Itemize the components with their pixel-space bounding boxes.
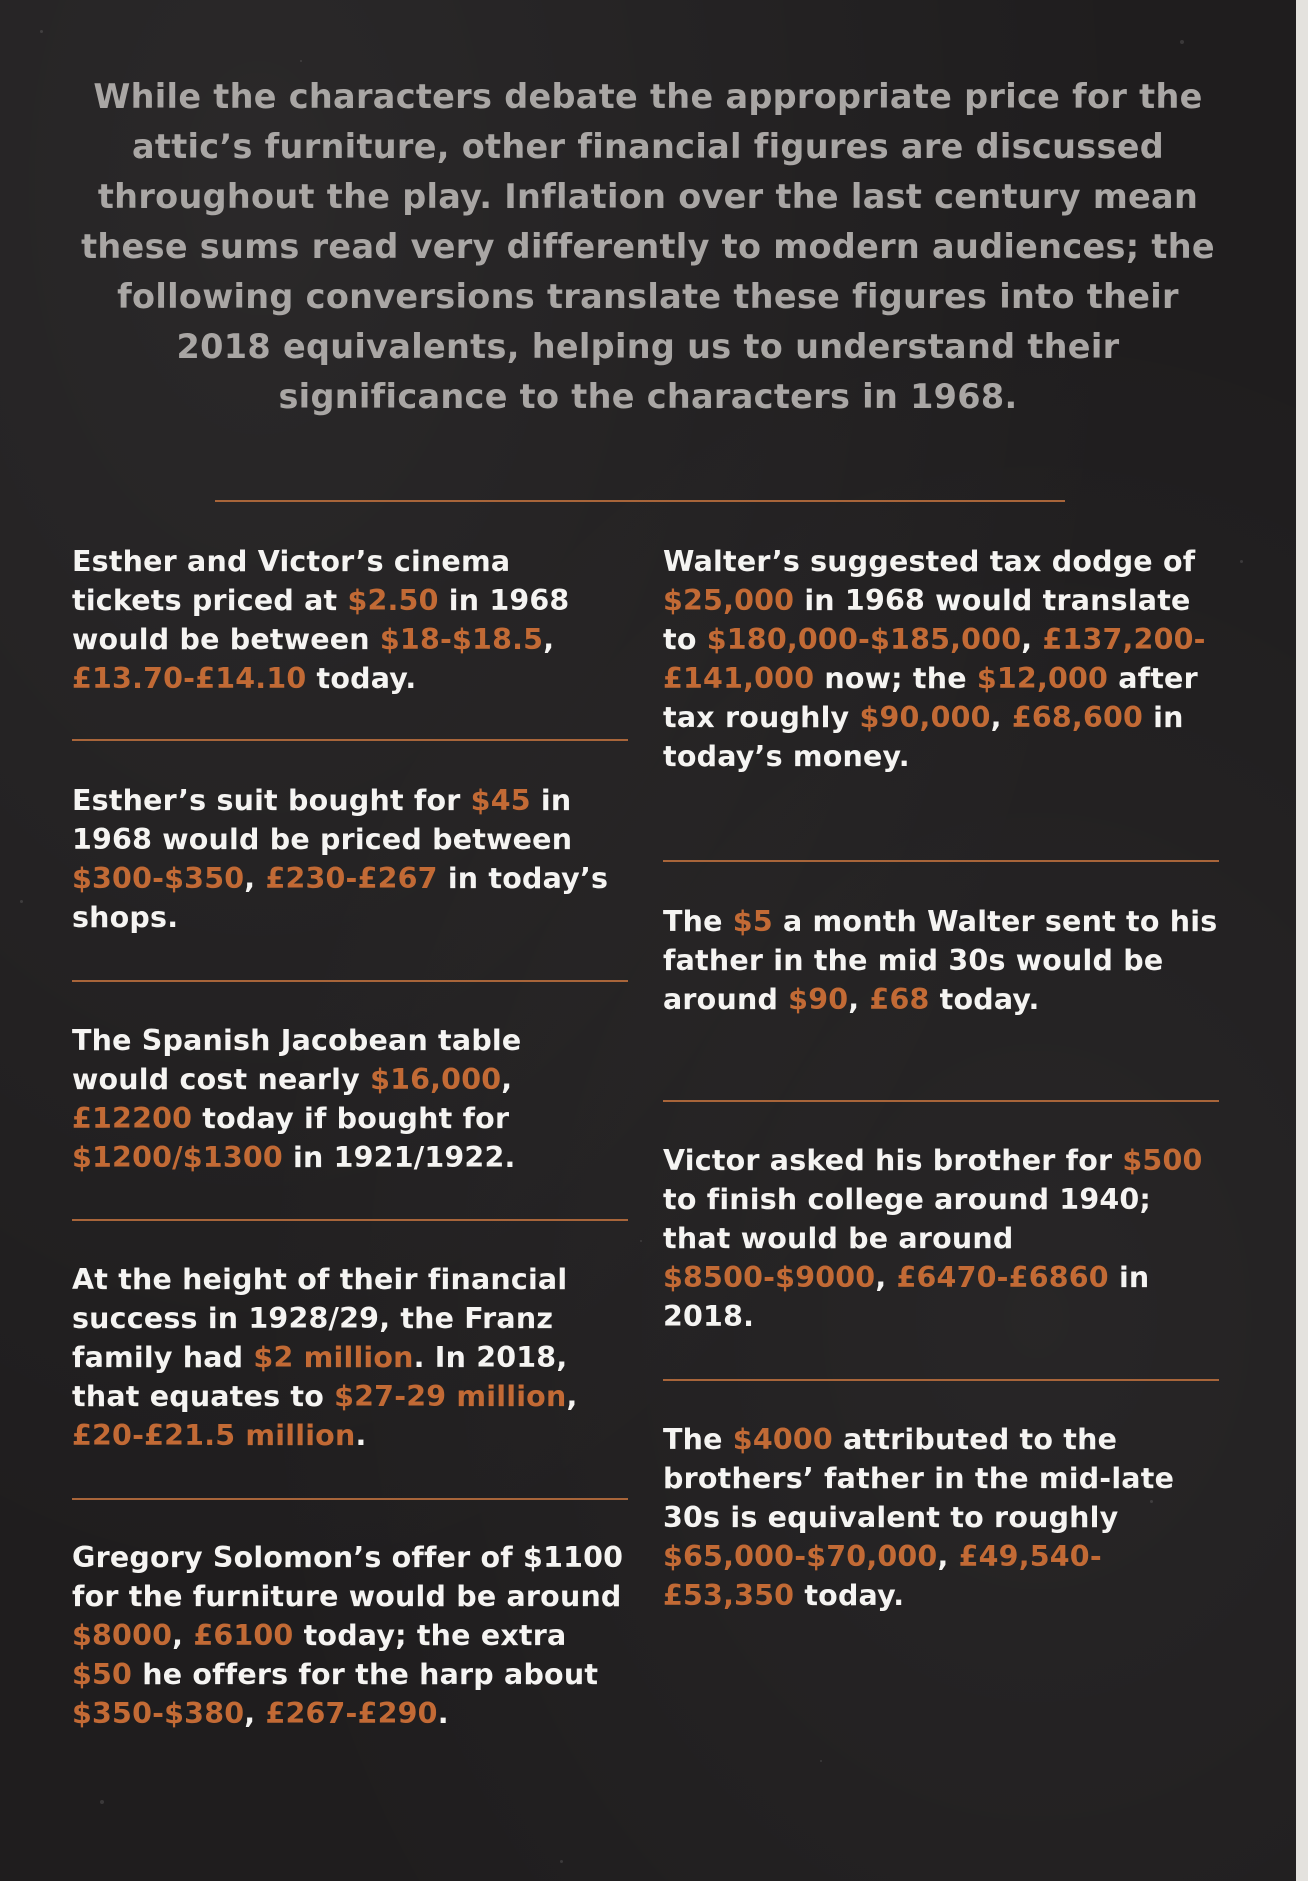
entry-divider <box>663 1100 1219 1102</box>
entry-text: , <box>501 1063 513 1096</box>
entry-text: he offers for the harp about <box>132 1658 599 1691</box>
entry-text: in 1968 would translate to <box>663 584 1191 656</box>
entry-text: in 2018. <box>663 1261 1150 1333</box>
conversion-entry <box>72 781 628 937</box>
entry-divider <box>663 1379 1219 1381</box>
price-figure: £12200 <box>72 1102 193 1135</box>
entry-text: , <box>848 983 870 1016</box>
entry-text: Esther’s suit bought for <box>72 784 471 817</box>
intro-divider <box>215 500 1065 502</box>
price-figure: $2 million <box>253 1341 414 1374</box>
price-figure: £49,540-£53,350 <box>663 1540 1102 1612</box>
conversion-entry <box>663 542 1223 776</box>
entry-text: The <box>663 905 733 938</box>
price-figure: £137,200-£141,000 <box>663 623 1206 695</box>
entry-text: . <box>355 1419 367 1452</box>
entry-text: in 1968 would be between <box>72 584 570 656</box>
conversion-entry <box>72 1260 628 1455</box>
price-figure: $180,000-$185,000 <box>706 623 1022 656</box>
price-figure: £68,600 <box>1011 701 1144 734</box>
entry-text: attributed to the brothers’ father in the mid-late 30s is equivalent to roughly <box>663 1423 1175 1534</box>
entry-divider <box>72 980 628 982</box>
price-figure: $12,000 <box>976 662 1109 695</box>
entry-text: in today’s money. <box>663 701 1184 773</box>
entry-text: , <box>244 1697 266 1730</box>
price-figure: $500 <box>1122 1144 1203 1177</box>
entry-text: today. <box>929 983 1040 1016</box>
entry-text: The Spanish Jacobean table would cost nearly <box>72 1024 522 1096</box>
price-figure: $4000 <box>732 1423 833 1456</box>
price-figure: $50 <box>72 1658 133 1691</box>
conversion-entry <box>663 1141 1223 1336</box>
entry-text: , <box>543 623 555 656</box>
price-figure: $65,000-$70,000 <box>663 1540 938 1573</box>
price-figure: £20-£21.5 million <box>72 1419 356 1452</box>
price-figure: £13.70-£14.10 <box>72 662 307 695</box>
entry-text: after tax roughly <box>663 662 1198 734</box>
price-figure: $300-$350 <box>72 862 245 895</box>
conversion-entry <box>663 1420 1223 1615</box>
price-figure: $90,000 <box>859 701 991 734</box>
conversion-entry <box>663 902 1223 1019</box>
entry-text: . In 2018, that equates to <box>72 1341 568 1413</box>
price-figure: $2.50 <box>347 584 439 617</box>
conversion-entry <box>72 542 628 698</box>
entry-text: At the height of their financial success in 1928/29, the Franz family had <box>72 1263 568 1374</box>
conversion-entry <box>72 1538 628 1733</box>
entry-text: , <box>875 1261 897 1294</box>
intro-paragraph: While the characters debate the appropriate price for the attic’s furniture, other financial figures are discussed throughout the play. Inflation over the last century mean these sums read very differently to modern audiences; the following conversions translate these figures into their 2018 equivalents, helping us to understand their significance to the characters in 1968. <box>81 77 1215 416</box>
entry-text: , <box>1021 623 1043 656</box>
price-figure: $8000 <box>72 1619 173 1652</box>
entry-text: , <box>172 1619 194 1652</box>
price-figure: £68 <box>869 983 930 1016</box>
entry-text: Esther and Victor’s cinema tickets priced at <box>72 545 511 617</box>
entry-text: Gregory Solomon’s offer of $1100 for the furniture would be around <box>72 1541 624 1613</box>
price-figure: $350-$380 <box>72 1697 245 1730</box>
entry-text: in 1968 would be priced between <box>72 784 573 856</box>
entry-divider <box>72 1219 628 1221</box>
price-figure: $8500-$9000 <box>663 1261 876 1294</box>
entry-text: , <box>566 1380 578 1413</box>
price-figure: $18-$18.5 <box>379 623 544 656</box>
entry-text: today if bought for <box>192 1102 510 1135</box>
entry-text: . <box>437 1697 449 1730</box>
entry-text: a month Walter sent to his father in the mid 30s would be around <box>663 905 1218 1016</box>
price-figure: £267-£290 <box>265 1697 438 1730</box>
entry-divider <box>72 1498 628 1500</box>
entry-text: in today’s shops. <box>72 862 609 934</box>
entry-text: in 1921/1922. <box>282 1141 516 1174</box>
price-figure: £6100 <box>193 1619 294 1652</box>
entry-text: Walter’s suggested tax dodge of <box>663 545 1196 578</box>
entry-divider <box>72 739 628 741</box>
price-figure: $27-29 million <box>334 1380 567 1413</box>
price-figure: $25,000 <box>663 584 795 617</box>
price-figure: $1200/$1300 <box>72 1141 283 1174</box>
entry-text: , <box>990 701 1012 734</box>
entry-text: now; the <box>814 662 977 695</box>
price-figure: $90 <box>788 983 849 1016</box>
entry-text: today. <box>794 1579 905 1612</box>
entry-text: The <box>663 1423 733 1456</box>
price-figure: $45 <box>470 784 531 817</box>
conversion-entry <box>72 1021 628 1177</box>
price-figure: £6470-£6860 <box>896 1261 1109 1294</box>
entry-divider <box>663 860 1219 862</box>
entry-text: today. <box>306 662 417 695</box>
entry-text: , <box>244 862 266 895</box>
entry-text: , <box>937 1540 959 1573</box>
entry-text: today; the extra <box>293 1619 567 1652</box>
entry-text: Victor asked his brother for <box>663 1144 1123 1177</box>
price-figure: $5 <box>732 905 773 938</box>
entry-text: to finish college around 1940; that would be around <box>663 1183 1152 1255</box>
price-figure: £230-£267 <box>265 862 438 895</box>
price-figure: $16,000 <box>370 1063 502 1096</box>
